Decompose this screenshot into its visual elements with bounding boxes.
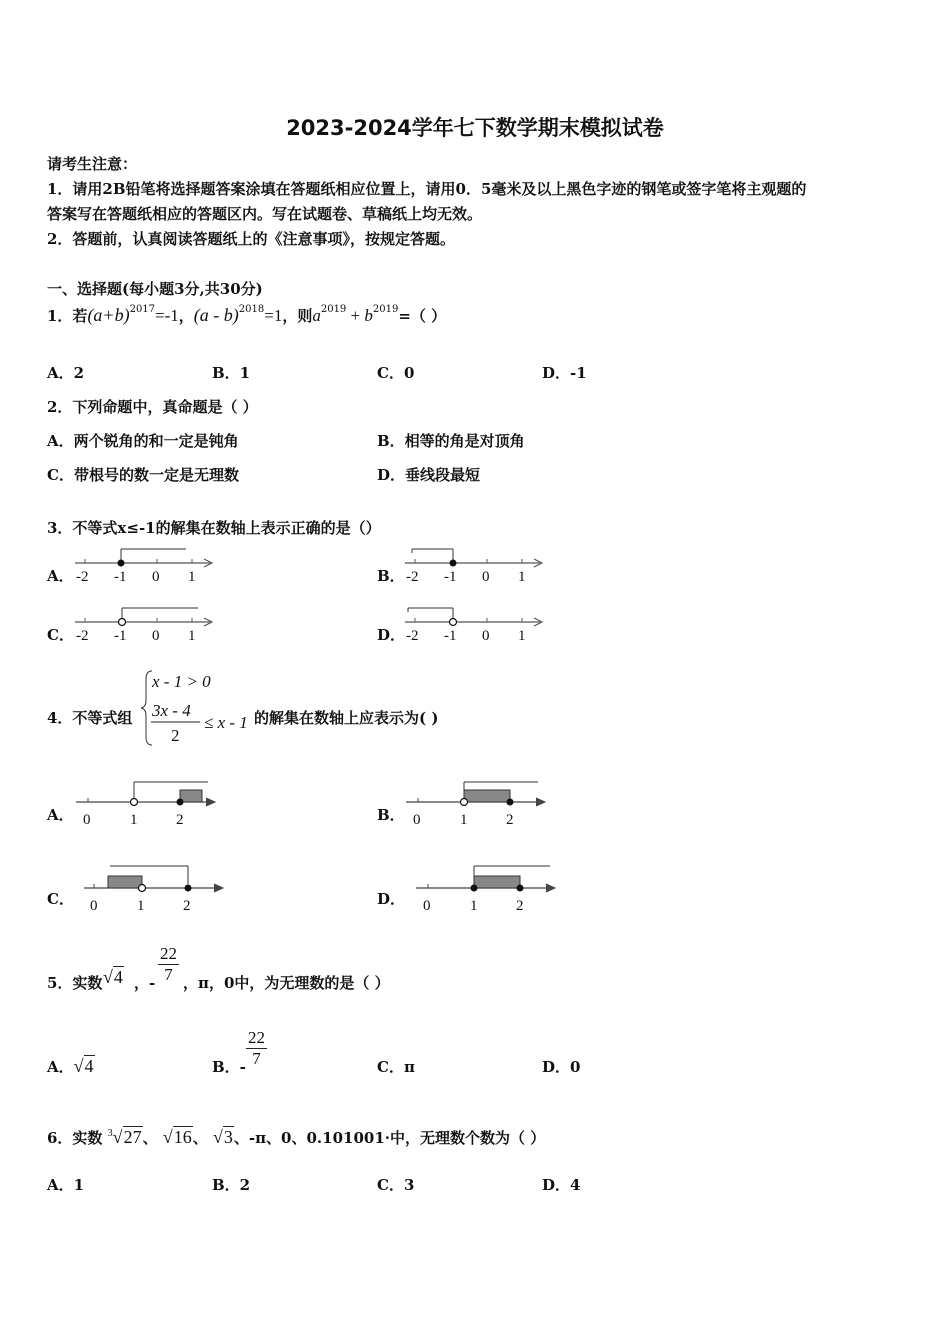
q5-option-a[interactable]: A．√4 — [47, 1056, 94, 1076]
question-5-prefix: 5．实数 — [47, 974, 103, 992]
q3-numberline-c — [70, 602, 220, 647]
notice-heading: 请考生注意： — [47, 155, 138, 173]
tick-label: 0 — [482, 569, 490, 585]
question-2: 2．下列命题中，真命题是（ ） — [47, 398, 258, 416]
tick-label: 0 — [90, 898, 98, 914]
q1-option-c[interactable]: C．0 — [377, 364, 415, 382]
q5-option-d[interactable]: D．0 — [542, 1058, 581, 1076]
q3-numberline-d — [400, 602, 550, 647]
tick-label: 1 — [460, 812, 468, 828]
q6-option-d[interactable]: D．4 — [542, 1176, 581, 1194]
q4-system-brace — [138, 667, 258, 749]
system-line-2-tail: ≤ x - 1 — [204, 713, 248, 732]
q4-option-b[interactable]: B． — [377, 806, 405, 824]
q4-option-c[interactable]: C． — [47, 890, 74, 908]
q4-numberline-b — [402, 776, 572, 828]
tick-label: 0 — [423, 898, 431, 914]
section-heading: 一、选择题(每小题3分,共30分) — [47, 280, 263, 298]
tick-label: -1 — [114, 628, 127, 644]
q3-option-d[interactable]: D． — [377, 626, 406, 644]
q5-option-b-fraction: $\frac{22}{7}$ — [248, 1028, 265, 1068]
notice-line-2: 答案写在答题纸相应的答题区内。写在试题卷、草稿纸上均无效。 — [47, 205, 483, 223]
tick-label: 2 — [516, 898, 524, 914]
q5-option-c[interactable]: C．π — [377, 1058, 415, 1076]
tick-label: 1 — [470, 898, 478, 914]
question-6: 6．实数 $^3$√27、 √16、 √3、-π、0、0.101001·中，无理数个数为（ ） — [47, 1127, 546, 1147]
q4-option-d[interactable]: D． — [377, 890, 406, 908]
tick-label: 1 — [130, 812, 138, 828]
q6-option-b[interactable]: B．2 — [212, 1176, 251, 1194]
question-3: 3．不等式x≤-1的解集在数轴上表示正确的是（） — [47, 519, 381, 537]
tick-label: -1 — [444, 628, 457, 644]
tick-label: 1 — [518, 628, 526, 644]
tick-label: 2 — [183, 898, 191, 914]
q2-option-a[interactable]: A．两个锐角的和一定是钝角 — [47, 432, 239, 450]
q3-option-b[interactable]: B． — [377, 567, 405, 585]
q5-fraction: $\frac{22}{7}$ — [160, 944, 177, 984]
q1-option-d[interactable]: D．-1 — [542, 364, 587, 382]
tick-label: 0 — [152, 569, 160, 585]
page-title: 2023-2024学年七下数学期末模拟试卷 — [286, 116, 664, 140]
tick-label: -1 — [444, 569, 457, 585]
q4-numberline-c — [80, 860, 250, 912]
q5-separator: ，- — [134, 974, 156, 992]
tick-label: 2 — [506, 812, 514, 828]
q1-option-a[interactable]: A．2 — [47, 364, 85, 382]
q3-numberline-a — [70, 543, 220, 588]
tick-label: -2 — [406, 628, 419, 644]
q6-option-a[interactable]: A．1 — [47, 1176, 85, 1194]
question-5-tail: ，π，0中，为无理数的是（ ） — [183, 974, 390, 992]
q5-option-b[interactable]: B．- — [212, 1058, 246, 1076]
q3-option-c[interactable]: C． — [47, 626, 74, 644]
q4-numberline-a — [72, 776, 242, 828]
question-1: 1．若$(a+b)^{2017}=-1$，(a - b)$^{2018}$=1，则$a^{2019} + b^{2019}=$（ ） — [47, 304, 447, 325]
tick-label: 0 — [83, 812, 91, 828]
q3-numberline-b — [400, 543, 550, 588]
tick-label: -2 — [76, 569, 89, 585]
q4-numberline-d — [412, 860, 582, 912]
tick-label: 1 — [188, 628, 196, 644]
tick-label: 1 — [518, 569, 526, 585]
system-fraction-denominator: 2 — [171, 726, 180, 745]
system-fraction-numerator: 3x - 4 — [152, 701, 191, 720]
question-4-prefix: 4．不等式组 — [47, 709, 133, 727]
tick-label: 1 — [188, 569, 196, 585]
q4-option-a[interactable]: A． — [47, 806, 74, 824]
tick-label: 2 — [176, 812, 184, 828]
q5-sqrt-4: √4 — [103, 967, 123, 987]
notice-line-3: 2．答题前，认真阅读答题纸上的《注意事项》，按规定答题。 — [47, 230, 455, 248]
q6-option-c[interactable]: C．3 — [377, 1176, 415, 1194]
tick-label: -1 — [114, 569, 127, 585]
q2-option-c[interactable]: C．带根号的数一定是无理数 — [47, 466, 239, 484]
system-line-1: x - 1 > 0 — [152, 672, 211, 691]
q2-option-b[interactable]: B．相等的角是对顶角 — [377, 432, 525, 450]
question-4-suffix: 的解集在数轴上应表示为( ) — [254, 709, 439, 727]
notice-line-1: 1．请用2B铅笔将选择题答案涂填在答题纸相应位置上，请用0．5毫米及以上黑色字迹的钢笔或签字笔将主观题的 — [47, 180, 807, 198]
q1-option-b[interactable]: B．1 — [212, 364, 251, 382]
tick-label: 0 — [482, 628, 490, 644]
q3-option-a[interactable]: A． — [47, 567, 74, 585]
q2-option-d[interactable]: D．垂线段最短 — [377, 466, 481, 484]
tick-label: 0 — [413, 812, 421, 828]
tick-label: -2 — [406, 569, 419, 585]
tick-label: 1 — [137, 898, 145, 914]
tick-label: -2 — [76, 628, 89, 644]
tick-label: 0 — [152, 628, 160, 644]
